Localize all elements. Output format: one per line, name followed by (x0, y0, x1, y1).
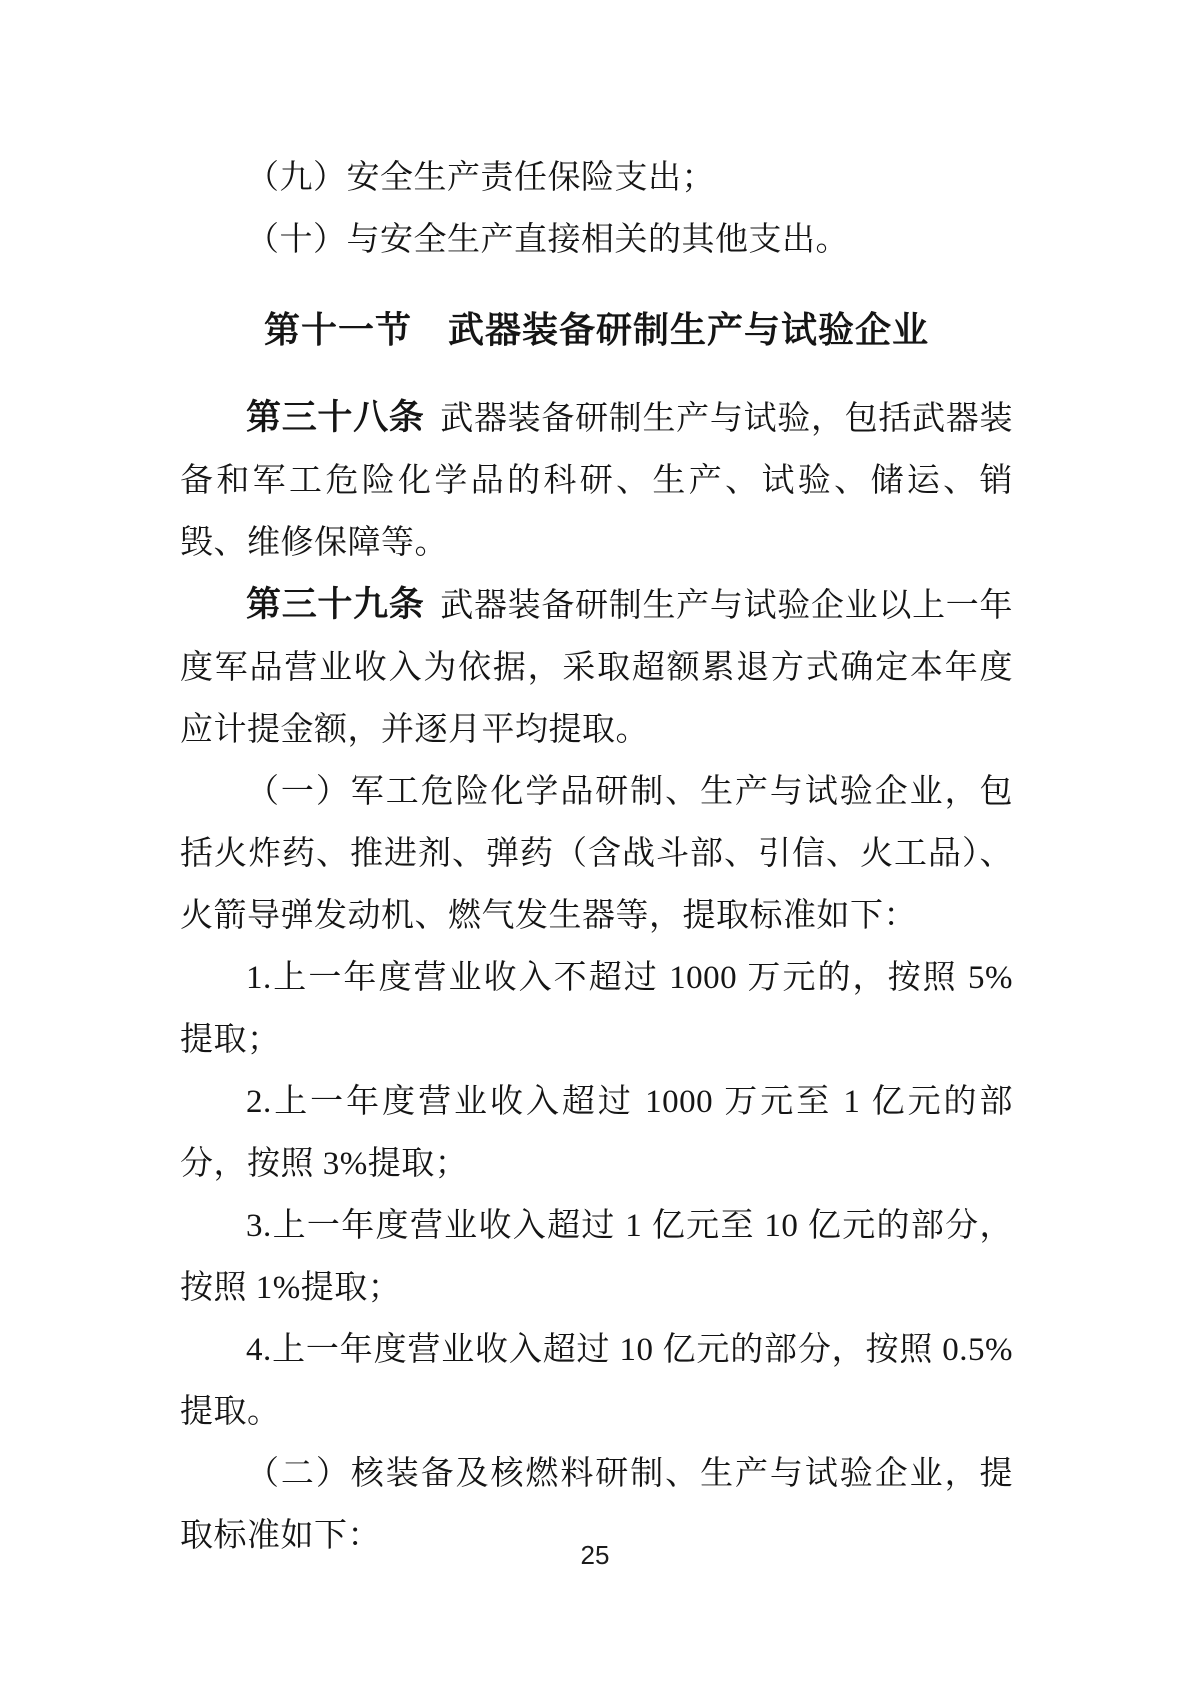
page-number: 25 (580, 1540, 610, 1570)
article-lead: 第三十八条 (246, 398, 425, 437)
body-paragraph: 3.上一年度营业收入超过 1 亿元至 10 亿元的部分，按照 1%提取； (180, 1208, 1013, 1306)
article-text: 武器装备研制生产与试验，包括武器装备和军工危险化学品的科研、生产、试验、储运、销毁、维修保障等。 (180, 401, 1013, 561)
body-paragraph: （九）安全生产责任保险支出； (246, 160, 715, 196)
article-paragraph (180, 574, 1013, 761)
section-heading (180, 299, 1013, 361)
document-body (180, 147, 1013, 1567)
body-paragraph: 4.上一年度营业收入超过 10 亿元的部分，按照 0.5%提取。 (180, 1332, 1013, 1430)
article-lead: 第三十九条 (246, 585, 425, 624)
body-paragraph: （二）核装备及核燃料研制、生产与试验企业，提取标准如下： (180, 1456, 1013, 1554)
section-heading-title: 武器装备研制生产与试验企业 (448, 309, 930, 350)
body-paragraph: 1.上一年度营业收入不超过 1000 万元的，按照 5%提取； (180, 960, 1013, 1058)
body-paragraph: 2.上一年度营业收入超过 1000 万元至 1 亿元的部分，按照 3%提取； (180, 1084, 1013, 1182)
body-paragraph: （一）军工危险化学品研制、生产与试验企业，包括火炸药、推进剂、弹药（含战斗部、引信、火工品）、火箭导弹发动机、燃气发生器等，提取标准如下： (180, 774, 1013, 934)
section-heading-number: 第十一节 (263, 309, 412, 350)
body-paragraph: （十）与安全生产直接相关的其他支出。 (246, 222, 849, 258)
article-paragraph (180, 387, 1013, 574)
article-text: 武器装备研制生产与试验企业以上一年度军品营业收入为依据，采取超额累退方式确定本年度应计提金额，并逐月平均提取。 (180, 588, 1013, 748)
